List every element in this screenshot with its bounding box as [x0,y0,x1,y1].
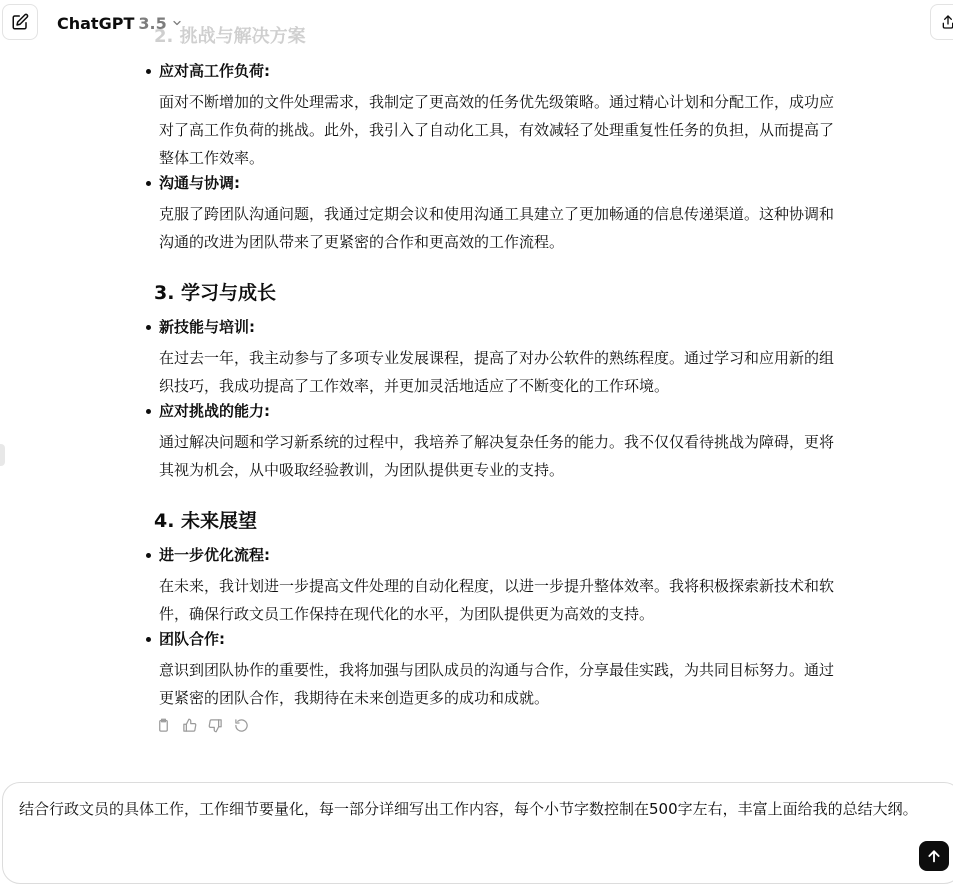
item-body: 通过解决问题和学习新系统的过程中，我培养了解决复杂任务的能力。我不仅仅看待挑战为障碍，更将其视为机会，从中吸取经验教训，为团队提供更专业的支持。 [159,433,835,479]
item-title: 应对挑战的能力: [159,402,270,420]
copy-button[interactable] [154,716,172,734]
section-heading-faded: 2. 挑战与解决方案 [154,26,306,47]
bullet-icon [146,553,151,558]
item-body: 在过去一年，我主动参与了多项专业发展课程，提高了对办公软件的熟练程度。通过学习和应用新的组织技巧，我成功提高了工作效率，并更加灵活地适应了不断变化的工作环境。 [159,349,835,395]
model-name: ChatGPT [57,13,135,33]
thumbs-down-button[interactable] [206,716,224,734]
thumbs-down-icon [208,718,223,733]
composer-input[interactable]: 结合行政文员的具体工作，工作细节要量化，每一部分详细写出工作内容，每个小节字数控制在500字左右，丰富上面给我的总结大纲。 [19,800,918,818]
item-body: 克服了跨团队沟通问题，我通过定期会议和使用沟通工具建立了更加畅通的信息传递渠道。这种协调和沟通的改进为团队带来了更紧密的合作和更高效的工作流程。 [159,205,835,251]
item-title: 新技能与培训: [159,318,255,336]
thumbs-up-icon [182,718,197,733]
bullet-icon [146,409,151,414]
message-composer[interactable] [2,782,953,884]
thumbs-up-button[interactable] [180,716,198,734]
section-heading: 3. 学习与成长 [154,282,277,304]
item-title: 应对高工作负荷: [159,62,270,80]
regenerate-button[interactable] [232,716,250,734]
model-version: 3.5 [138,13,167,33]
item-title: 团队合作: [159,630,225,648]
bullet-icon [146,637,151,642]
item-title: 进一步优化流程: [159,546,270,564]
bullet-icon [146,181,151,186]
regenerate-icon [234,718,249,733]
message-actions [154,716,250,734]
item-title: 沟通与协调: [159,174,240,192]
send-button[interactable] [919,841,949,871]
item-body: 在未来，我计划进一步提高文件处理的自动化程度，以进一步提升整体效率。我将积极探索新技术和软件，确保行政文员工作保持在现代化的水平，为团队提供更为高效的支持。 [159,577,835,623]
copy-icon [156,718,171,733]
item-body: 面对不断增加的文件处理需求，我制定了更高效的任务优先级策略。通过精心计划和分配工作，成功应对了高工作负荷的挑战。此外，我引入了自动化工具，有效减轻了处理重复性任务的负担，从而提高了整体工作效率。 [159,93,835,167]
item-body: 意识到团队协作的重要性，我将加强与团队成员的沟通与合作，分享最佳实践，为共同目标努力。通过更紧密的团队合作，我期待在未来创造更多的成功和成就。 [159,661,835,707]
arrow-up-icon [926,848,942,864]
section-heading: 4. 未来展望 [154,510,258,532]
bullet-icon [146,325,151,330]
bullet-icon [146,69,151,74]
